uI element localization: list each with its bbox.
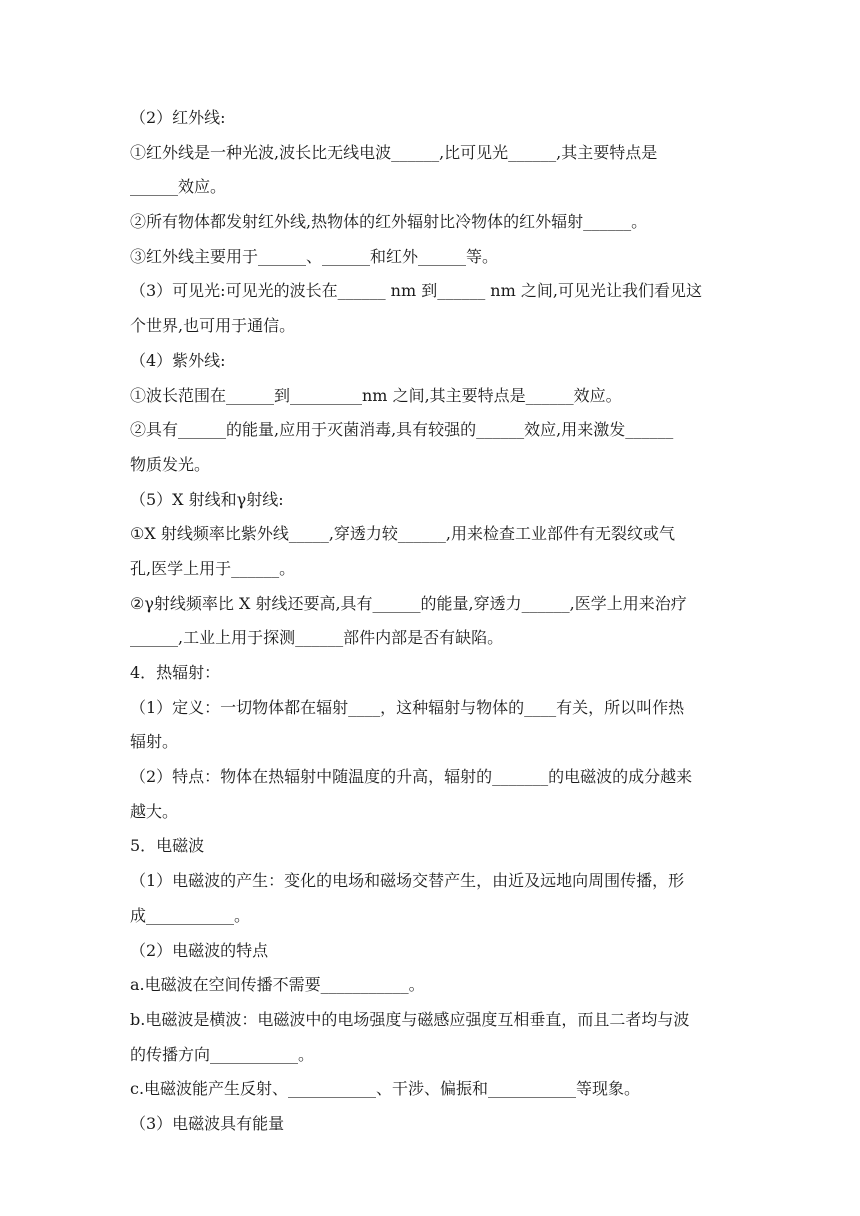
text-line: 4．热辐射： bbox=[130, 663, 221, 682]
text-line: ______效应。 bbox=[130, 177, 227, 197]
text-body bbox=[130, 101, 738, 1142]
text-line: 物质发光。 bbox=[130, 454, 211, 474]
text-line: ②γ射线频率比 X 射线还要高,具有______的能量,穿透力______,医学上用来治疗 bbox=[130, 593, 687, 613]
text-line: （3）可见光:可见光的波长在______ nm 到______ nm 之间,可见光让我们看见这 bbox=[130, 281, 702, 301]
text-line: （2）电磁波的特点 bbox=[130, 940, 269, 960]
text-line: （3）电磁波具有能量 bbox=[130, 1113, 285, 1133]
text-line: （4）紫外线: bbox=[130, 350, 226, 370]
text-line: （1）电磁波的产生：变化的电场和磁场交替产生，由近及远地向周围传播，形 bbox=[130, 871, 685, 891]
text-line: ③红外线主要用于______、______和红外______等。 bbox=[130, 246, 499, 266]
text-line: 辐射。 bbox=[130, 732, 179, 752]
text-line: 孔,医学上用于______。 bbox=[130, 558, 296, 578]
text-line: ______,工业上用于探测______部件内部是否有缺陷。 bbox=[130, 628, 504, 648]
text-line: （2）红外线: bbox=[130, 108, 226, 127]
text-line: ①X 射线频率比紫外线_____,穿透力较______,用来检查工业部件有无裂纹或气 bbox=[130, 524, 675, 544]
text-line: c.电磁波能产生反射、___________、干涉、偏振和___________等现象。 bbox=[130, 1079, 641, 1099]
text-line: 成___________。 bbox=[130, 905, 251, 925]
text-line: 的传播方向___________。 bbox=[130, 1044, 315, 1064]
text-line: （5）X 射线和γ射线: bbox=[130, 489, 284, 509]
text-line: ②具有______的能量,应用于灭菌消毒,具有较强的______效应,用来激发______ bbox=[130, 420, 674, 440]
text-line: 5．电磁波 bbox=[130, 836, 205, 856]
text-line: （1）定义：一切物体都在辐射____，这种辐射与物体的____有关，所以叫作热 bbox=[130, 697, 685, 717]
text-line: ②所有物体都发射红外线,热物体的红外辐射比冷物体的红外辐射______。 bbox=[130, 212, 648, 232]
text-line: ①红外线是一种光波,波长比无线电波______,比可见光______,其主要特点是 bbox=[130, 142, 658, 162]
text-line: ①波长范围在______到_________nm 之间,其主要特点是______效应。 bbox=[130, 385, 622, 405]
text-line: 个世界,也可用于通信。 bbox=[130, 316, 296, 336]
text-line: （2）特点：物体在热辐射中随温度的升高，辐射的_______的电磁波的成分越来 bbox=[130, 767, 693, 787]
text-line: b.电磁波是横波：电磁波中的电场强度与磁感应强度互相垂直，而且二者均与波 bbox=[130, 1009, 690, 1029]
text-line: 越大。 bbox=[130, 801, 179, 821]
text-line: a.电磁波在空间传播不需要___________。 bbox=[130, 975, 425, 995]
